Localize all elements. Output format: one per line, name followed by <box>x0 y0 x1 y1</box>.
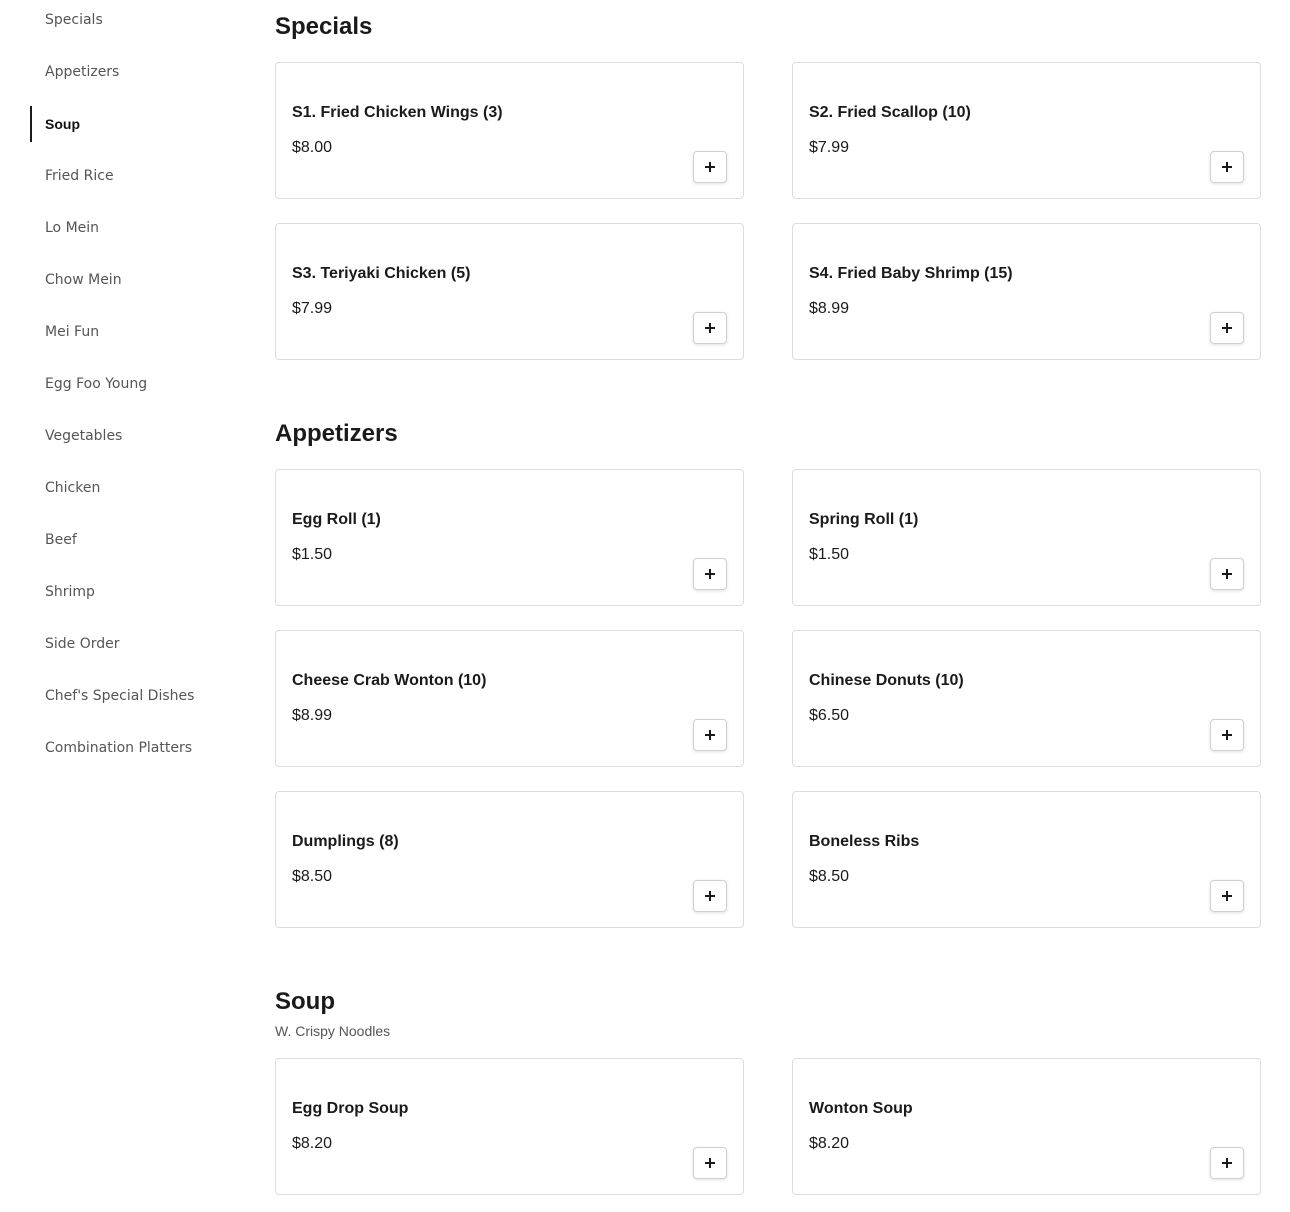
section-title-specials: Specials <box>275 13 373 40</box>
menu-item-card[interactable] <box>792 223 1261 360</box>
menu-item-name: Egg Drop Soup <box>292 1100 409 1117</box>
add-to-cart-button[interactable] <box>693 719 727 751</box>
add-to-cart-button[interactable] <box>1210 151 1244 183</box>
menu-item-price: $6.50 <box>809 707 850 724</box>
section-title-appetizers: Appetizers <box>275 420 398 447</box>
plus-icon <box>705 1158 715 1168</box>
add-to-cart-button[interactable] <box>693 880 727 912</box>
add-to-cart-button[interactable] <box>1210 880 1244 912</box>
section-title-soup: Soup <box>275 988 335 1015</box>
menu-item-card[interactable] <box>275 791 744 928</box>
sidebar-item-soup[interactable]: Soup <box>30 106 230 142</box>
add-to-cart-button[interactable] <box>693 558 727 590</box>
menu-item-name: Spring Roll (1) <box>809 511 919 528</box>
menu-item-price: $7.99 <box>809 139 850 156</box>
add-to-cart-button[interactable] <box>1210 558 1244 590</box>
menu-item-name: Egg Roll (1) <box>292 511 381 528</box>
plus-icon <box>705 162 715 172</box>
plus-icon <box>1222 730 1232 740</box>
menu-item-name: Wonton Soup <box>809 1100 913 1117</box>
sidebar-item-egg-foo-young[interactable]: Egg Foo Young <box>45 376 148 392</box>
add-to-cart-button[interactable] <box>693 312 727 344</box>
sidebar-item-chow-mein[interactable]: Chow Mein <box>45 272 122 288</box>
menu-item-price: $1.50 <box>292 546 333 563</box>
menu-item-name: S3. Teriyaki Chicken (5) <box>292 265 471 282</box>
menu-item-price: $8.20 <box>809 1135 850 1152</box>
menu-item-price: $7.99 <box>292 300 333 317</box>
menu-item-card[interactable] <box>792 62 1261 199</box>
menu-item-card[interactable] <box>792 469 1261 606</box>
sidebar-item-vegetables[interactable]: Vegetables <box>45 428 123 444</box>
sidebar-item-lo-mein[interactable]: Lo Mein <box>45 220 100 236</box>
menu-item-name: Cheese Crab Wonton (10) <box>292 672 487 689</box>
sidebar-item-fried-rice[interactable]: Fried Rice <box>45 168 114 184</box>
add-to-cart-button[interactable] <box>693 151 727 183</box>
menu-item-name: S4. Fried Baby Shrimp (15) <box>809 265 1013 282</box>
plus-icon <box>1222 162 1232 172</box>
menu-item-price: $8.50 <box>809 868 850 885</box>
menu-item-price: $1.50 <box>809 546 850 563</box>
plus-icon <box>705 730 715 740</box>
add-to-cart-button[interactable] <box>1210 719 1244 751</box>
menu-item-name: S1. Fried Chicken Wings (3) <box>292 104 503 121</box>
menu-item-card[interactable] <box>792 791 1261 928</box>
menu-item-card[interactable] <box>275 469 744 606</box>
sidebar-item-chefs-special-dishes[interactable]: Chef's Special Dishes <box>45 688 195 704</box>
sidebar-item-beef[interactable]: Beef <box>45 532 77 548</box>
menu-item-card[interactable] <box>275 630 744 767</box>
menu-item-name: Boneless Ribs <box>809 833 920 850</box>
sidebar-item-specials[interactable]: Specials <box>45 12 103 28</box>
sidebar-item-chicken[interactable]: Chicken <box>45 480 101 496</box>
plus-icon <box>1222 569 1232 579</box>
plus-icon <box>1222 323 1232 333</box>
sidebar-item-shrimp[interactable]: Shrimp <box>45 584 95 600</box>
menu-item-name: S2. Fried Scallop (10) <box>809 104 971 121</box>
sidebar-item-appetizers[interactable]: Appetizers <box>45 64 120 80</box>
menu-item-price: $8.00 <box>292 139 333 156</box>
plus-icon <box>705 891 715 901</box>
sidebar-item-side-order[interactable]: Side Order <box>45 636 120 652</box>
menu-item-card[interactable] <box>275 62 744 199</box>
plus-icon <box>705 569 715 579</box>
menu-item-price: $8.20 <box>292 1135 333 1152</box>
plus-icon <box>1222 1158 1232 1168</box>
menu-item-name: Chinese Donuts (10) <box>809 672 964 689</box>
add-to-cart-button[interactable] <box>693 1147 727 1179</box>
menu-item-price: $8.99 <box>809 300 850 317</box>
menu-item-card[interactable] <box>275 223 744 360</box>
add-to-cart-button[interactable] <box>1210 312 1244 344</box>
menu-item-card[interactable] <box>792 1058 1261 1195</box>
sidebar-item-mei-fun[interactable]: Mei Fun <box>45 324 100 340</box>
menu-item-price: $8.50 <box>292 868 333 885</box>
menu-item-price: $8.99 <box>292 707 333 724</box>
menu-item-card[interactable] <box>792 630 1261 767</box>
sidebar-item-combination-platters[interactable]: Combination Platters <box>45 740 193 756</box>
add-to-cart-button[interactable] <box>1210 1147 1244 1179</box>
menu-item-name: Dumplings (8) <box>292 833 399 850</box>
menu-item-card[interactable] <box>275 1058 744 1195</box>
plus-icon <box>1222 891 1232 901</box>
plus-icon <box>705 323 715 333</box>
section-subtitle: W. Crispy Noodles <box>275 1023 391 1039</box>
